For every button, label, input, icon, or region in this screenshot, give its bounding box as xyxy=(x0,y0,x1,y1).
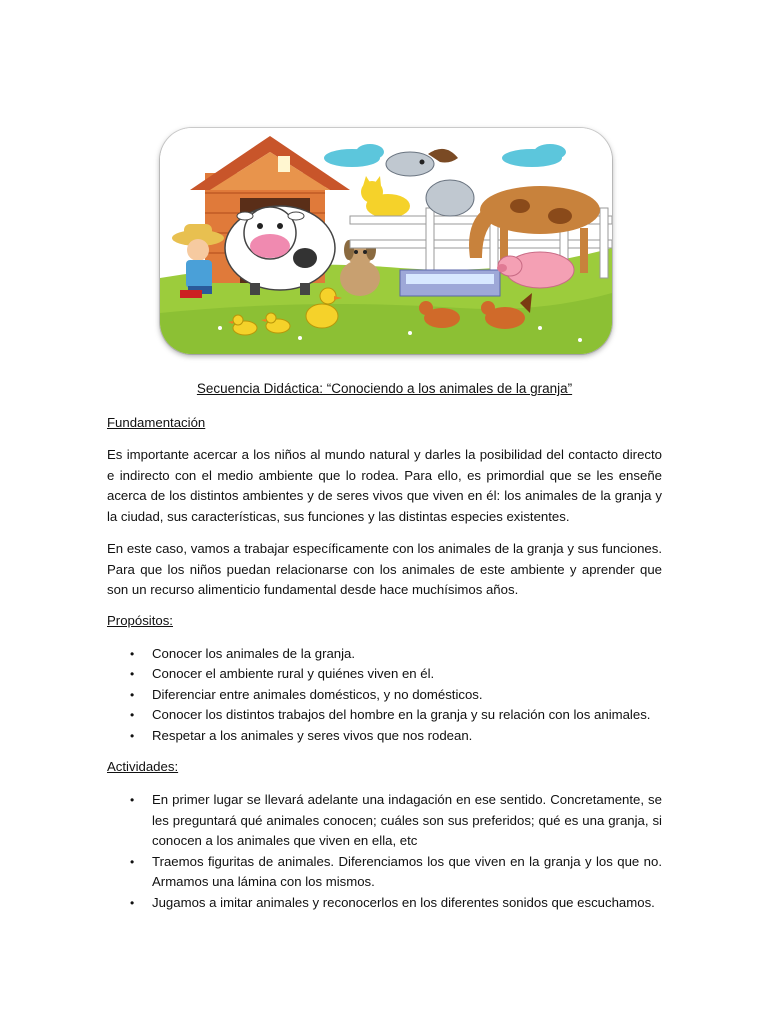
list-item: • Traemos figuritas de animales. Diferenciamos los que viven en la granja y los que no. Armamos una lámina con los mismos. xyxy=(130,853,662,889)
document-title: Secuencia Didáctica: “Conociendo a los animales de la granja” xyxy=(196,381,573,396)
list-item: • Jugamos a imitar animales y reconocerlos en los diferentes sonidos que escuchamos. xyxy=(107,893,662,914)
actividades-list xyxy=(107,790,662,913)
bullet-icon: • xyxy=(130,708,135,722)
list-item: • Conocer los distintos trabajos del hombre en la granja y su relación con los animales. xyxy=(107,705,662,726)
paragraph: Es importante acercar a los niños al mundo natural y darles la posibilidad del contacto directo e indirecto con el medio ambiente que lo rodea. Para ello, es primordial que se les enseñe acerca de los distintos ambientes y de seres vivos que viven en él: los animales de la granja y la ciudad, sus características, sus funciones y las distintas especies existentes. xyxy=(107,447,662,524)
trough-icon xyxy=(400,270,500,296)
heading-fundamentacion: Fundamentación xyxy=(107,415,206,430)
bullet-icon: • xyxy=(130,895,135,910)
paragraph: En este caso, vamos a trabajar específicamente con los animales de la granja y sus funciones. Para que los niños puedan relacionarse con los animales de este ambiente y aprender que son un recurso alimenticio fundamental desde hace muchísimos años. xyxy=(107,541,662,597)
heading-actividades: Actividades: xyxy=(107,759,179,774)
list-item: • En primer lugar se llevará adelante una indagación en ese sentido. Concretamente, se les preguntará qué animales conocen; cuáles son sus preferidos; qué es una granja, si conocen a los animales que viven en ella, etc xyxy=(130,792,662,848)
document-body xyxy=(107,380,662,913)
bullet-icon: • xyxy=(130,793,135,807)
propositos-list xyxy=(107,644,662,747)
heading-propositos: Propósitos: xyxy=(107,612,173,628)
list-item: • Conocer los animales de la granja. xyxy=(107,644,662,665)
bullet-icon: • xyxy=(130,854,135,869)
bullet-icon: • xyxy=(130,687,135,702)
bullet-icon: • xyxy=(130,667,135,681)
list-item: • Respetar a los animales y seres vivos que nos rodean. xyxy=(107,726,662,747)
bullet-icon: • xyxy=(130,646,135,661)
list-item: • Diferenciar entre animales domésticos, y no domésticos. xyxy=(107,685,662,706)
farm-illustration xyxy=(160,128,612,354)
list-item: • Conocer el ambiente rural y quiénes viven en él. xyxy=(107,664,662,685)
bullet-icon: • xyxy=(130,728,135,743)
